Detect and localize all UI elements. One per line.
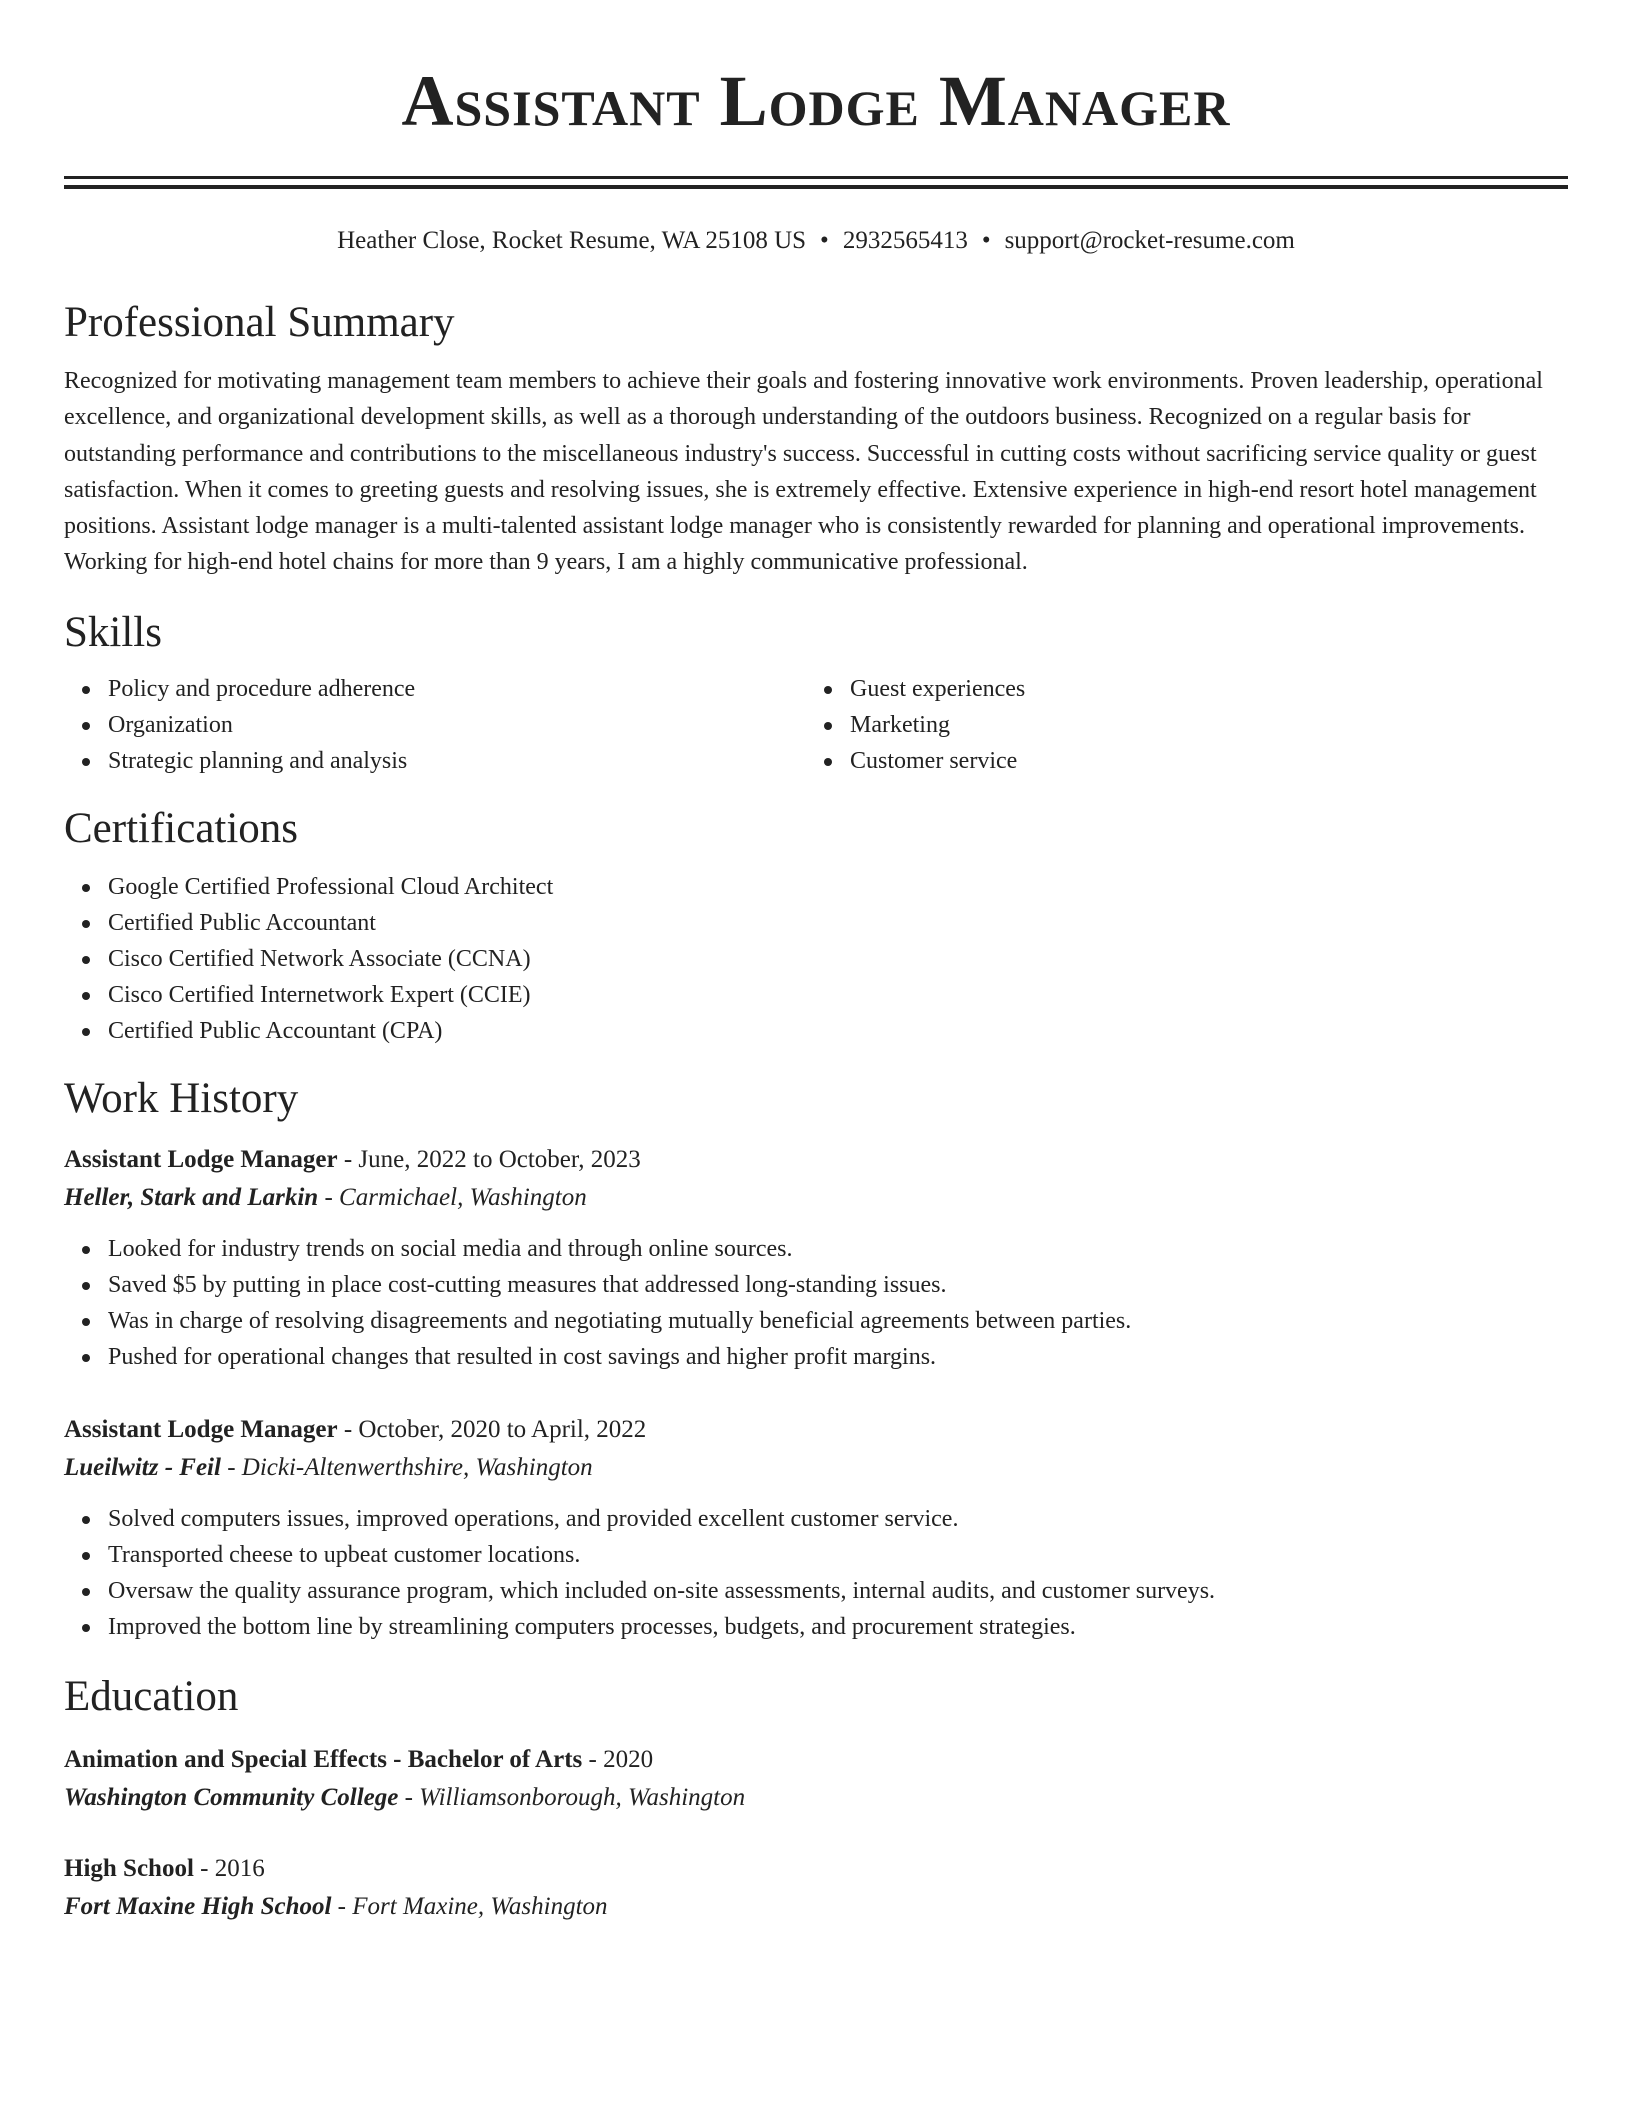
education-heading: Education: [64, 1672, 239, 1720]
education-year: - 2016: [193, 1854, 265, 1882]
job-bullet: Looked for industry trends on social media and through online sources.: [64, 1231, 1568, 1267]
job-dates: - October, 2020 to April, 2022: [337, 1415, 647, 1443]
education-institution: [64, 1888, 1568, 1926]
education-year: - 2020: [582, 1745, 654, 1773]
skill-item: Organization: [64, 707, 806, 743]
summary-text: Recognized for motivating management team members to achieve their goals and fostering innovative work environments. Proven leadership, operational excellence, and organizational development skills, as well as a thorough understanding of the outdoors business. Recognized on a regular basis for outstanding performance and contributions to the miscellaneous industry's success. Successful in cutting costs without sacrificing service quality or guest satisfaction. When it comes to greeting guests and resolving issues, she is extremely effective. Extensive experience in high-end resort hotel management positions. Assistant lodge manager is a multi-talented assistant lodge manager who is consistently rewarded for planning and operational improvements. Working for high-end hotel chains for more than 9 years, I am a highly communicative professional.: [64, 368, 1543, 576]
job-bullets: [64, 1231, 1568, 1375]
work-history-section: [64, 1073, 1568, 1645]
job-company: Heller, Stark and Larkin: [64, 1183, 319, 1211]
job-bullet: Oversaw the quality assurance program, which included on-site assessments, internal audits, and customer surveys.: [64, 1573, 1568, 1609]
contact-phone: 2932565413: [842, 227, 968, 254]
certifications-section: [64, 803, 1568, 1049]
education-institution: [64, 1779, 1568, 1817]
job-bullet: Was in charge of resolving disagreements and negotiating mutually beneficial agreements between parties.: [64, 1303, 1568, 1339]
education-header: [64, 1850, 1568, 1888]
education-school: Fort Maxine High School: [64, 1892, 332, 1920]
summary-heading: Professional Summary: [64, 299, 455, 346]
contact-separator: •: [981, 227, 991, 254]
contact-separator: •: [820, 227, 829, 254]
summary-section: [64, 297, 1568, 581]
certifications-list: [64, 869, 1568, 1049]
job-location: - Carmichael, Washington: [318, 1183, 587, 1211]
education-school: Washington Community College: [64, 1783, 399, 1811]
job-title: Assistant Lodge Manager: [64, 1415, 338, 1443]
job-bullet: Saved $5 by putting in place cost-cutting measures that addressed long-standing issues.: [64, 1267, 1568, 1303]
education-degree: High School: [64, 1854, 194, 1882]
work-history-heading: Work History: [64, 1074, 299, 1122]
education-location: - Williamsonborough, Washington: [398, 1783, 746, 1811]
skill-item: Marketing: [806, 707, 1548, 743]
job-bullet: Improved the bottom line by streamlining computers processes, budgets, and procurement strategies.: [64, 1609, 1568, 1645]
education-entry: [64, 1741, 1568, 1817]
certification-item: Certified Public Accountant: [64, 905, 1568, 941]
contact-address: Heather Close, Rocket Resume, WA 25108 US: [337, 227, 807, 254]
certifications-heading: Certifications: [64, 804, 299, 852]
job-employer: [64, 1179, 1568, 1217]
education-header: [64, 1741, 1568, 1779]
job-location: - Dicki-Altenwerthshire, Washington: [220, 1453, 593, 1481]
skill-item: Strategic planning and analysis: [64, 743, 806, 779]
title-divider-bottom: [64, 185, 1568, 189]
job-employer: [64, 1449, 1568, 1487]
job-company: Lueilwitz - Feil: [64, 1453, 221, 1481]
certification-item: Cisco Certified Internetwork Expert (CCIE): [64, 977, 1568, 1013]
resume-title: Assistant Lodge Manager: [401, 61, 1231, 141]
job-bullet: Pushed for operational changes that resulted in cost savings and higher profit margins.: [64, 1339, 1568, 1375]
job-dates: - June, 2022 to October, 2023: [337, 1145, 641, 1173]
job-title: Assistant Lodge Manager: [64, 1145, 338, 1173]
certification-item: Cisco Certified Network Associate (CCNA): [64, 941, 1568, 977]
education-location: - Fort Maxine, Washington: [331, 1892, 608, 1920]
education-entry: [64, 1850, 1568, 1926]
education-section: [64, 1671, 1568, 1926]
certification-item: Google Certified Professional Cloud Architect: [64, 869, 1568, 905]
job-header: [64, 1141, 1568, 1179]
job-entry: [64, 1141, 1568, 1375]
skills-list-left: [64, 671, 806, 779]
job-bullet: Solved computers issues, improved operations, and provided excellent customer service.: [64, 1501, 1568, 1537]
skill-item: Policy and procedure adherence: [64, 671, 806, 707]
job-header: [64, 1411, 1568, 1449]
job-entry: [64, 1411, 1568, 1645]
contact-line: [64, 225, 1568, 257]
certification-item: Certified Public Accountant (CPA): [64, 1013, 1568, 1049]
skills-list-right: [806, 671, 1548, 779]
job-bullet: Transported cheese to upbeat customer locations.: [64, 1537, 1568, 1573]
skills-heading: Skills: [64, 608, 162, 656]
title-divider-top: [64, 176, 1568, 179]
skill-item: Guest experiences: [806, 671, 1548, 707]
job-bullets: [64, 1501, 1568, 1645]
skill-item: Customer service: [806, 743, 1548, 779]
education-degree: Animation and Special Effects - Bachelor of Arts: [64, 1745, 583, 1773]
contact-email: support@rocket-resume.com: [1004, 227, 1295, 254]
skills-section: [64, 607, 1568, 779]
skills-columns: [64, 671, 1568, 779]
